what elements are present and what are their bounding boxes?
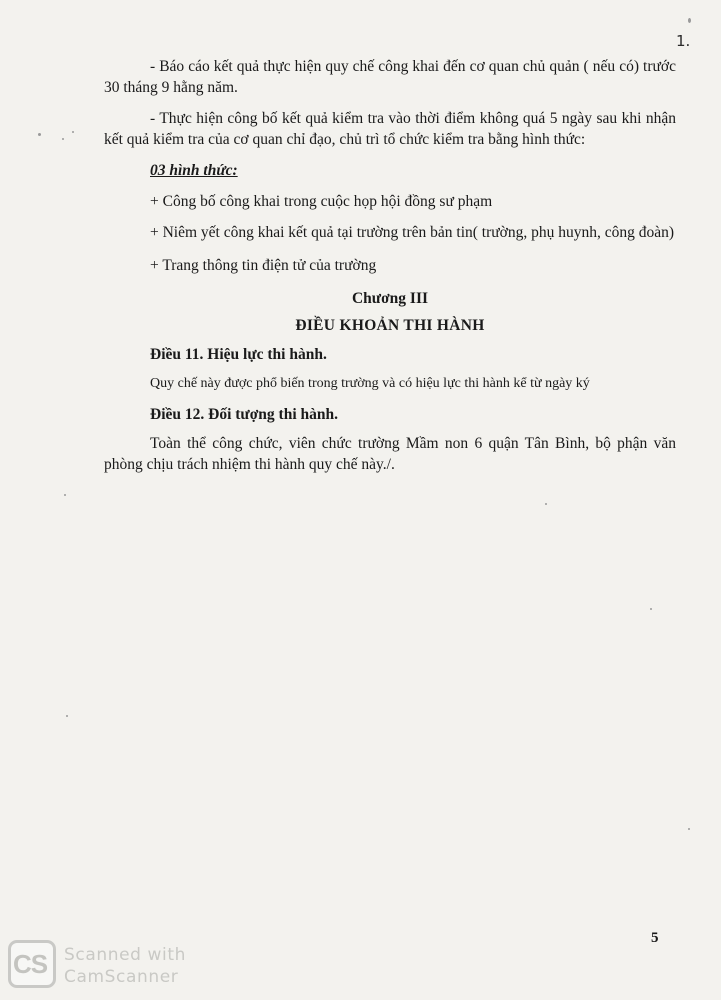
- page-number: 5: [651, 930, 659, 946]
- article-11-body: Quy chế này được phổ biến trong trường và có hiệu lực thi hành kể từ ngày ký: [150, 376, 590, 391]
- chapter-title: ĐIỀU KHOẢN THI HÀNH: [295, 317, 485, 334]
- chapter-number: Chương III: [351, 290, 429, 307]
- scan-speck: [72, 131, 74, 133]
- logo-text: CS: [13, 949, 48, 979]
- watermark-text: [64, 944, 186, 988]
- camscanner-logo-icon: [8, 940, 56, 988]
- paragraph-report-deadline: - Báo cáo kết quả thực hiện quy chế công khai đến cơ quan chủ quản ( nếu có) trước 30 tháng 9 hằng năm.: [104, 58, 676, 96]
- scan-speck: [64, 494, 66, 496]
- article-11-heading: Điều 11. Hiệu lực thi hành.: [150, 346, 327, 363]
- list-item-teacher-meeting: + Công bố công khai trong cuộc họp hội đồng sư phạm: [150, 193, 493, 210]
- scan-speck: [650, 608, 652, 610]
- scan-speck: [62, 138, 64, 140]
- watermark-line-2: CamScanner: [64, 967, 179, 987]
- document-body: [104, 56, 676, 475]
- paragraph-announce-results: - Thực hiện công bố kết quả kiểm tra vào thời điểm không quá 5 ngày sau khi nhận kết quả kiểm tra của cơ quan chỉ đạo, chủ trì tổ chức kiểm tra bằng hình thức:: [104, 110, 676, 148]
- scan-speck: [38, 133, 41, 136]
- scan-speck: [688, 18, 691, 23]
- handwritten-corner-mark: 1.: [676, 32, 691, 50]
- list-item-website: + Trang thông tin điện tử của trường: [150, 257, 377, 274]
- article-12-heading: Điều 12. Đối tượng thi hành.: [150, 406, 338, 423]
- watermark-line-1: Scanned with: [64, 945, 187, 965]
- camscanner-watermark: [8, 940, 208, 994]
- scan-speck: [545, 503, 547, 505]
- forms-heading: 03 hình thức:: [150, 162, 238, 179]
- article-12-body: Toàn thể công chức, viên chức trường Mầm non 6 quận Tân Bình, bộ phận văn phòng chịu trách nhiệm thi hành quy chế này./.: [104, 435, 676, 473]
- scan-speck: [66, 715, 68, 717]
- list-item-bulletin-board: + Niêm yết công khai kết quả tại trường trên bản tin( trường, phụ huynh, công đoàn): [150, 224, 675, 241]
- scan-speck: [688, 828, 690, 830]
